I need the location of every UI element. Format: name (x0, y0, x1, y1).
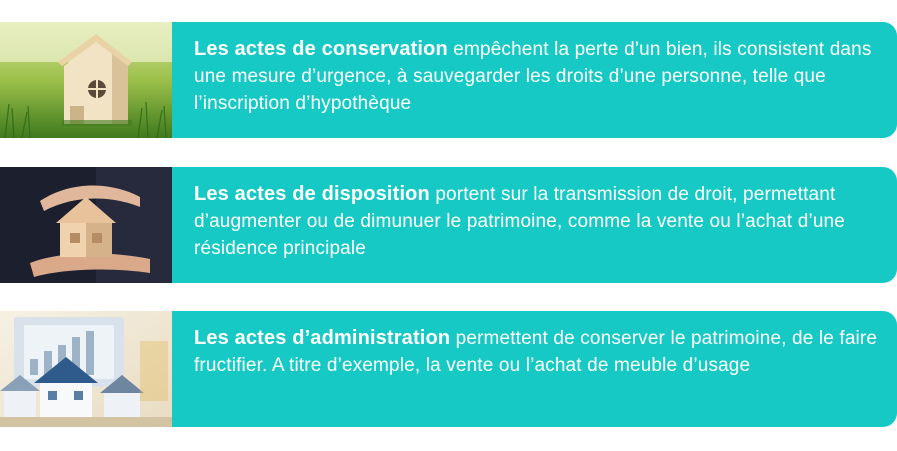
card-body: empêchent la perte d’un bien, ils consistent dans une mesure d’urgence, à sauvegarder les droits d’une personne, telle que l’inscription d’hypothèque (194, 39, 872, 114)
card-panel (172, 167, 897, 283)
card-text (194, 325, 879, 379)
card-panel (172, 22, 897, 138)
card-text (194, 36, 879, 117)
info-card-conservation (0, 22, 897, 138)
card-title: Les actes de disposition (194, 183, 430, 205)
info-card-disposition (0, 167, 897, 283)
card-body: permettent de conserver le patrimoine, de le faire fructifier. A titre d’exemple, la vente ou l’achat de meuble d’usage (194, 328, 878, 376)
card-title: Les actes d’administration (194, 327, 451, 349)
info-card-administration (0, 311, 897, 427)
card-title: Les actes de conservation (194, 38, 448, 60)
hands-protecting-house-icon (0, 167, 172, 283)
houses-chart-icon (0, 311, 172, 427)
card-body: portent sur la transmission de droit, permettant d’augmenter ou de dimunuer le patrimoine, comme la vente ou l’achat d’une résidence principale (194, 184, 845, 259)
house-on-grass-icon (0, 22, 172, 138)
card-text (194, 181, 879, 262)
card-panel (172, 311, 897, 427)
